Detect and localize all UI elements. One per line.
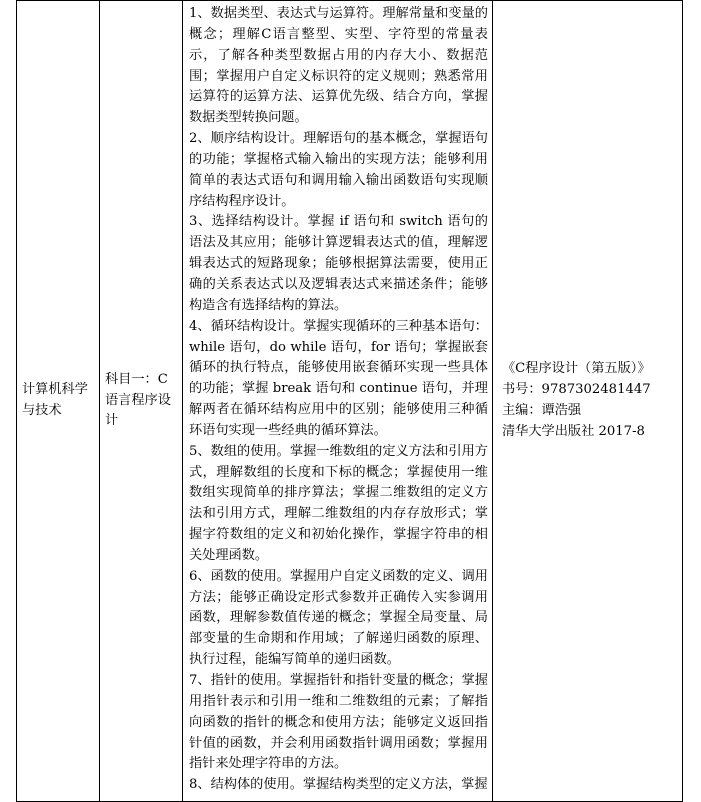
content-item-4: 4、循环结构设计。掌握实现循环的三种基本语句：while 语句，do while 语句，for 语句；掌握嵌套循环的执行特点，能够使用嵌套循环实现一些具体的功能；掌握 break 语句和 continue 语句，并理解两者在循环结构应用中的区别；能够使用三种循环语句实现一些经典的循环算法。 bbox=[189, 318, 488, 438]
content-item-5: 5、数组的使用。掌握一维数组的定义方法和引用方式，理解数组的长度和下标的概念；掌握使用一维数组实现简单的排序算法；掌握二维数组的定义方法和引用方式，理解二维数组的内存存放形式；掌握字符数组的定义和初始化操作，掌握字符串的相关处理函数。 bbox=[189, 443, 488, 563]
textbook-info bbox=[493, 359, 682, 443]
course-cell bbox=[100, 1, 183, 802]
major-name: 计算机科学与技术 bbox=[22, 382, 88, 418]
content-item-7: 7、指针的使用。掌握指针和指针变量的概念；掌握用指针表示和引用一维和二维数组的元素；了解指向函数的指针的概念和使用方法；能够定义返回指针值的函数，并会利用函数指针调用函数；掌握用指针来处理字符串的方法。 bbox=[189, 673, 488, 772]
content-item-3: 3、选择结构设计。掌握 if 语句和 switch 语句的语法及其应用；能够计算逻辑表达式的值，理解逻辑表达式的短路现象；能够根据算法需要，使用正确的关系表达式以及逻辑表达式来描述条件；能够构造含有选择结构的算法。 bbox=[189, 214, 488, 313]
content-item-8: 8、结构体的使用。掌握结构类型的定义方法，掌握 bbox=[189, 777, 488, 793]
textbook-publisher: 清华大学出版社 2017-8 bbox=[502, 423, 645, 439]
major-cell bbox=[17, 1, 100, 802]
syllabus-table bbox=[16, 0, 683, 802]
content-item-6: 6、函数的使用。掌握用户自定义函数的定义、调用方法；能够正确设定形式参数并正确传入实参调用函数，理解参数值传递的概念；掌握全局变量、局部变量的生命期和作用域；了解递归函数的原理、执行过程，能编写简单的递归函数。 bbox=[189, 568, 488, 668]
content-item-1: 1、数据类型、表达式与运算符。理解常量和变量的概念；理解C语言整型、实型、字符型的常量表示，了解各种类型数据占用的内存大小、数据范围；掌握用户自定义标识符的定义规则；熟悉常用运算符的运算方法、运算优先级、结合方向，掌握数据类型转换问题。 bbox=[189, 6, 488, 126]
textbook-isbn: 书号：9787302481447 bbox=[502, 382, 651, 398]
textbook-title: 《C程序设计（第五版）》 bbox=[502, 361, 651, 377]
textbook-editor: 主编：谭浩强 bbox=[502, 403, 582, 418]
textbook-cell bbox=[493, 1, 683, 802]
content-cell bbox=[183, 1, 493, 802]
content-item-2: 2、顺序结构设计。理解语句的基本概念，掌握语句的功能；掌握格式输入输出的实现方法；能够利用简单的表达式语句和调用输入输出函数语句实现顺序结构程序设计。 bbox=[189, 131, 488, 209]
course-name: 科目一：C语言程序设计 bbox=[105, 371, 171, 429]
table-row bbox=[17, 1, 683, 802]
